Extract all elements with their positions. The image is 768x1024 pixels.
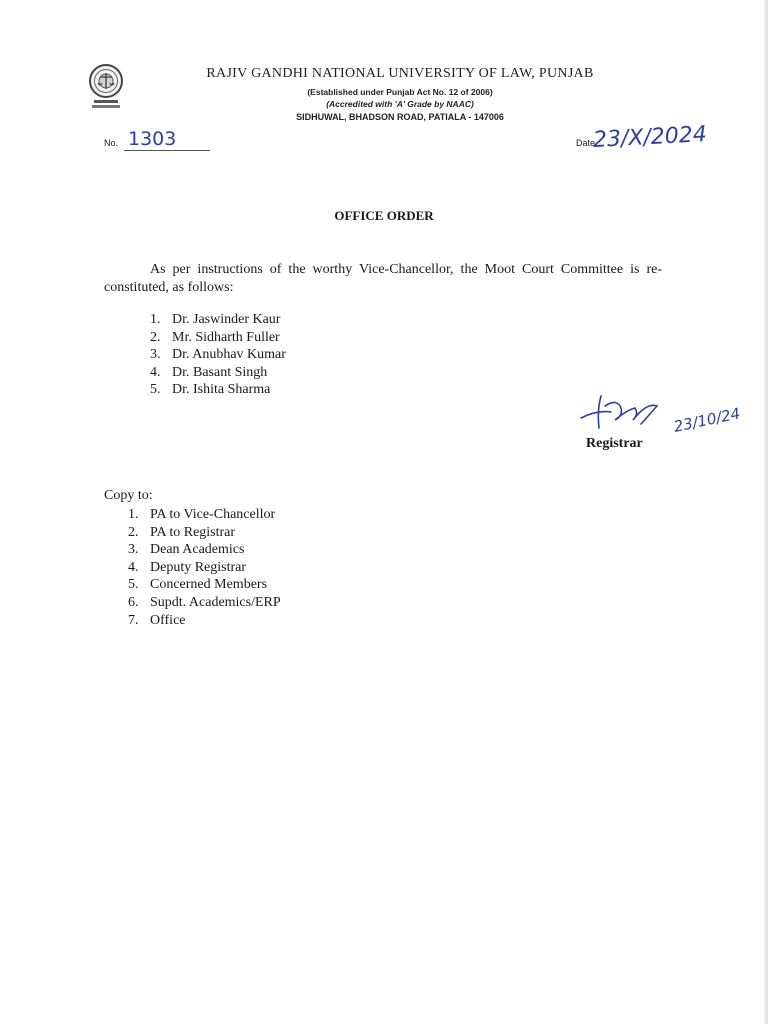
signature-date: 23/10/24 <box>672 404 742 436</box>
body-text: As per instructions of the worthy Vice-Chancellor, the Moot Court Committee is re-constituted, as follows: <box>104 262 662 295</box>
list-item <box>128 506 281 524</box>
member-name: Mr. Sidharth Fuller <box>172 329 280 345</box>
page-edge <box>764 0 768 1024</box>
list-item <box>128 541 281 559</box>
recipient: Dean Academics <box>150 542 245 558</box>
list-item <box>128 524 281 542</box>
list-number: 7. <box>128 612 139 628</box>
list-number: 3. <box>150 347 161 363</box>
list-item <box>150 364 286 382</box>
university-seal-icon <box>86 62 126 112</box>
list-item <box>128 576 281 594</box>
list-number: 5. <box>150 382 161 398</box>
date-value: 23/X/2024 <box>592 122 708 153</box>
member-name: Dr. Ishita Sharma <box>172 382 271 398</box>
list-number: 2. <box>128 524 139 540</box>
member-name: Dr. Jaswinder Kaur <box>172 312 281 327</box>
copy-to-list <box>128 506 281 629</box>
order-number-value: 1303 <box>124 128 210 151</box>
order-number-label: No. <box>104 138 119 148</box>
recipient: Office <box>150 612 186 628</box>
list-item <box>150 329 286 347</box>
list-number: 6. <box>128 594 139 610</box>
list-item <box>128 559 281 577</box>
list-item <box>128 594 281 612</box>
list-number: 1. <box>128 507 139 522</box>
date-label: Date <box>576 138 596 148</box>
list-item <box>150 346 286 364</box>
member-name: Dr. Anubhav Kumar <box>172 347 286 363</box>
recipient: Deputy Registrar <box>150 559 247 575</box>
recipient: PA to Vice-Chancellor <box>150 507 276 522</box>
recipient: Concerned Members <box>150 577 268 593</box>
list-number: 2. <box>150 329 161 345</box>
registrar-signature <box>577 388 742 438</box>
recipient: PA to Registrar <box>150 524 236 540</box>
accreditation-line: (Accredited with 'A' Grade by NAAC) <box>326 99 474 109</box>
list-item <box>128 612 281 630</box>
body-paragraph <box>104 261 662 297</box>
recipient: Supdt. Academics/ERP <box>150 594 281 610</box>
list-number: 5. <box>128 577 139 593</box>
list-number: 4. <box>128 559 139 575</box>
list-item <box>150 381 286 399</box>
list-number: 1. <box>150 312 161 327</box>
address-line: SIDHUWAL, BHADSON ROAD, PATIALA - 147006 <box>296 112 504 122</box>
member-name: Dr. Basant Singh <box>172 364 268 380</box>
list-number: 3. <box>128 542 139 558</box>
established-line: (Established under Punjab Act No. 12 of 2006) <box>307 87 493 97</box>
committee-member-list <box>150 311 286 399</box>
university-name: RAJIV GANDHI NATIONAL UNIVERSITY OF LAW, PUNJAB <box>206 66 594 81</box>
copy-to-label: Copy to: <box>104 488 153 503</box>
list-number: 4. <box>150 364 161 380</box>
document-title: OFFICE ORDER <box>334 208 434 223</box>
registrar-title: Registrar <box>586 436 643 451</box>
list-item <box>150 311 286 329</box>
